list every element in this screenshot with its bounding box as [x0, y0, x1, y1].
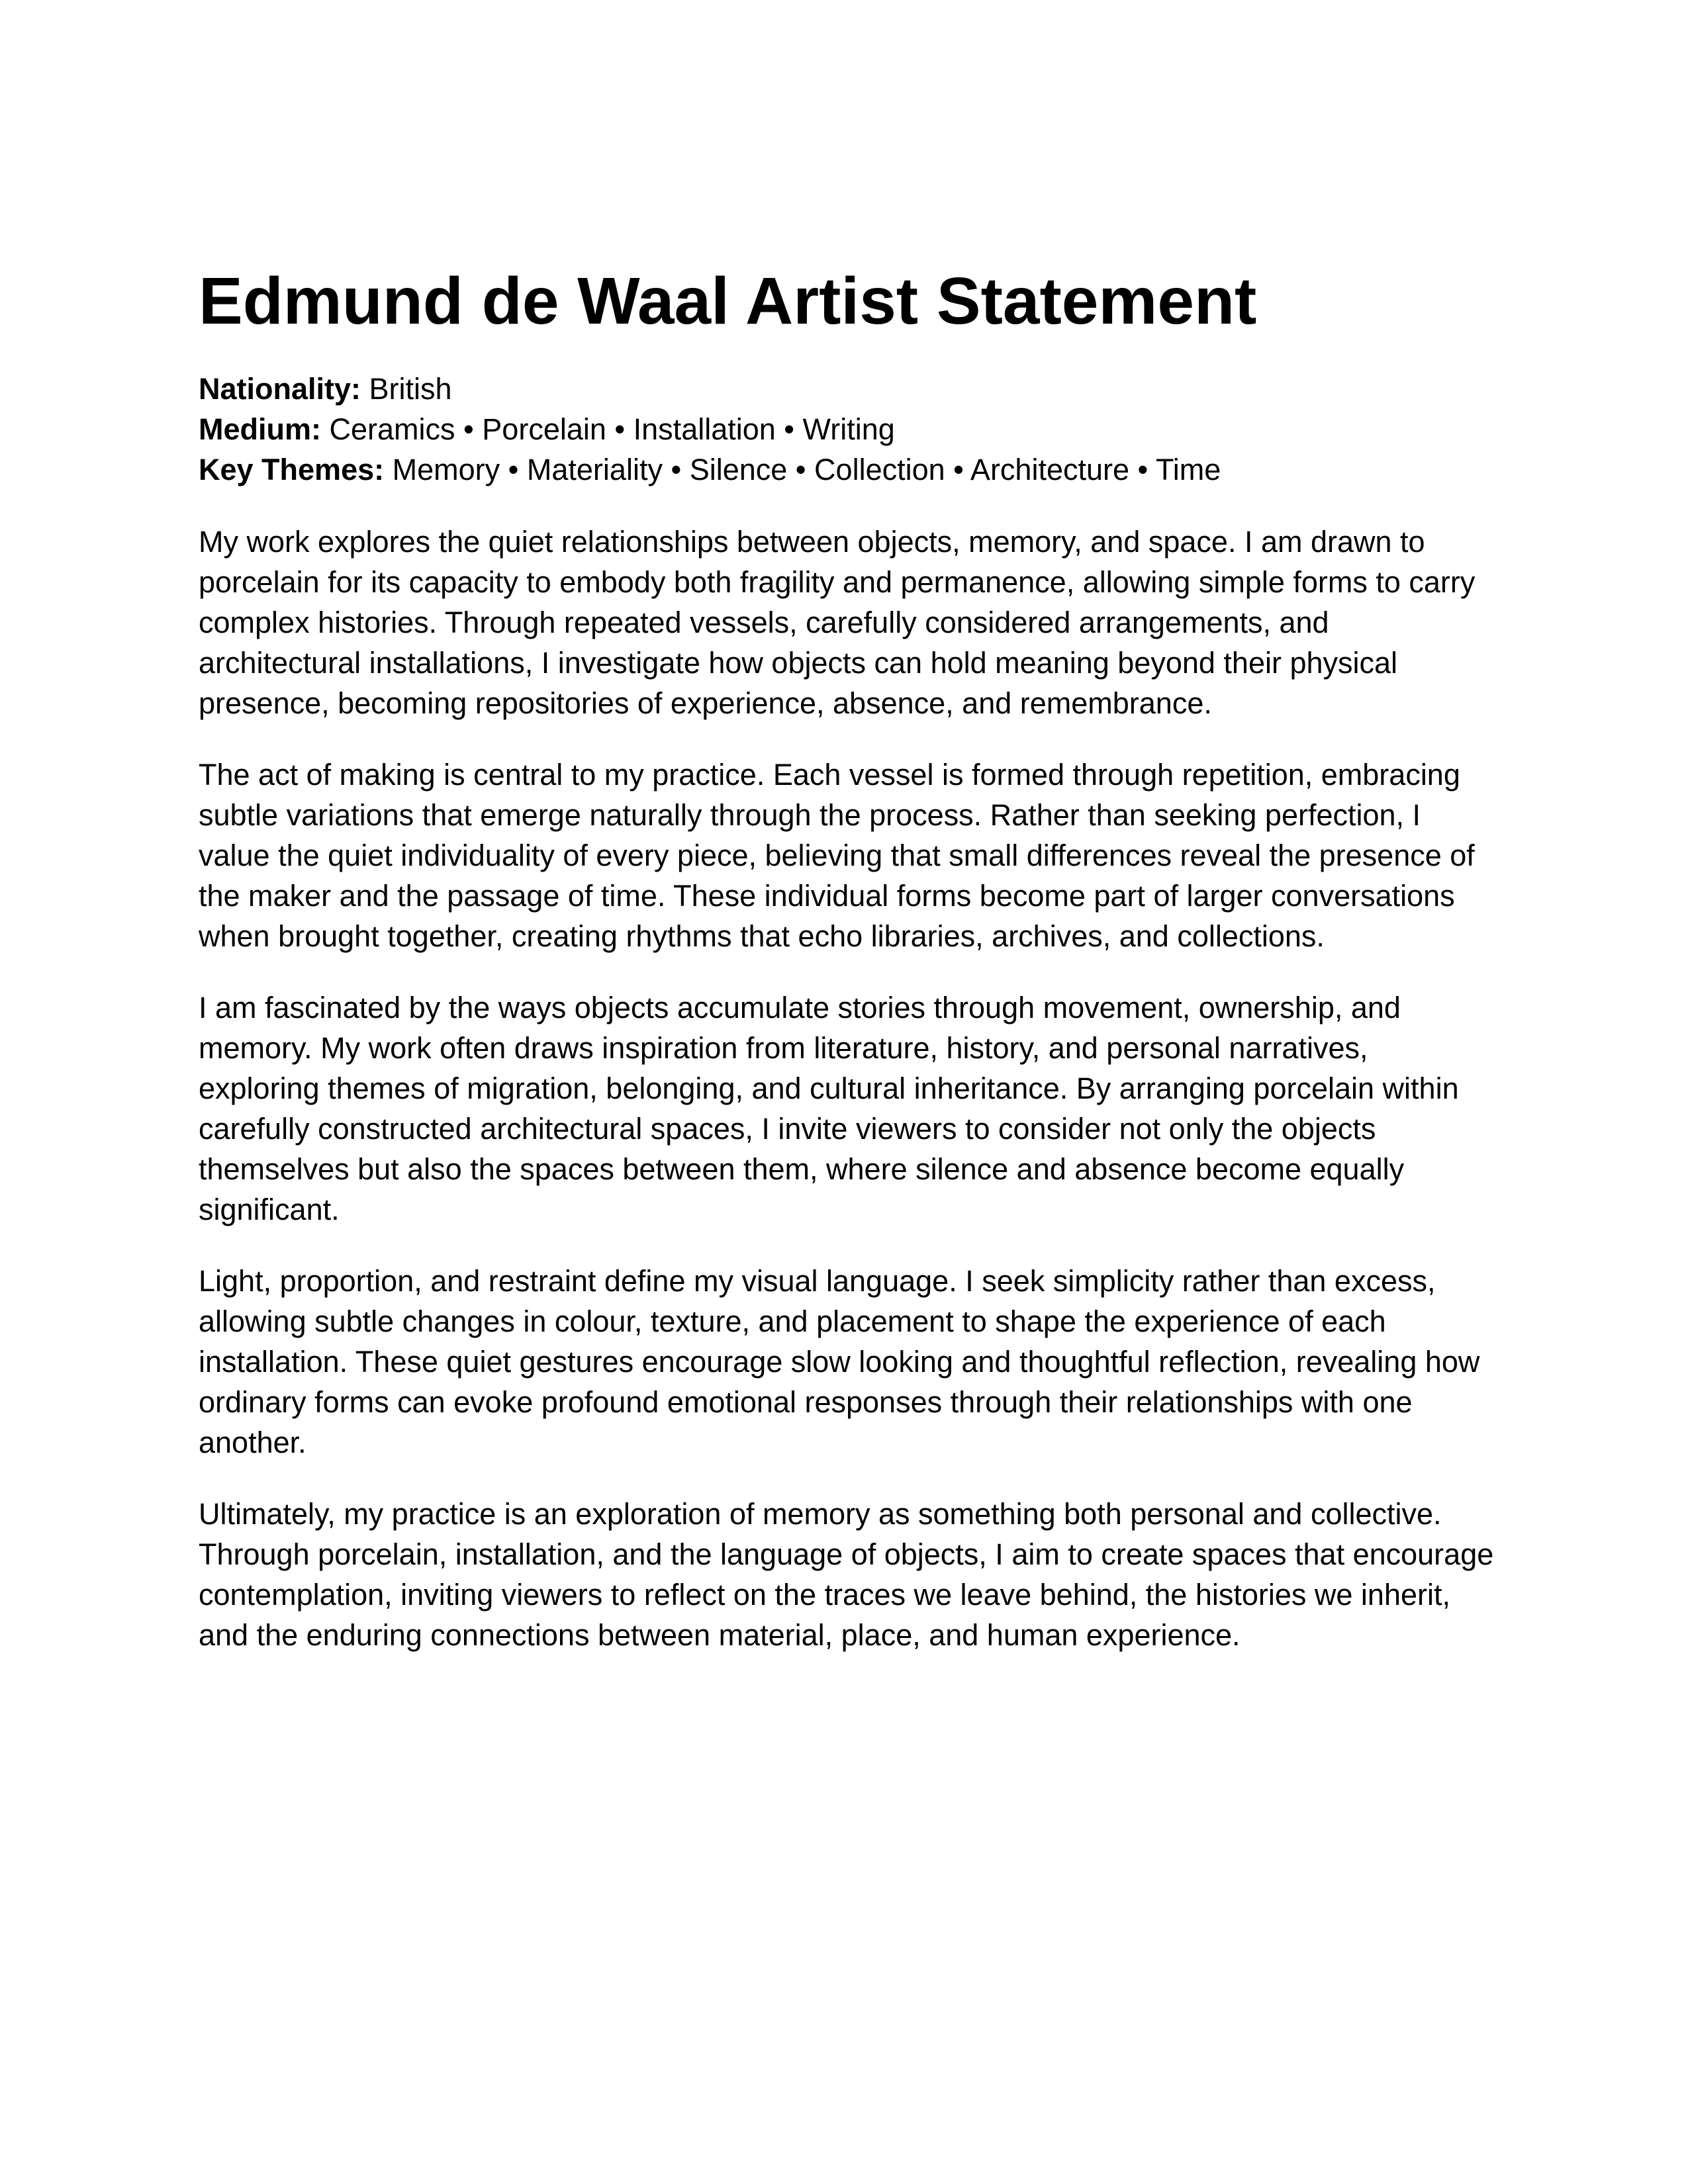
meta-key-themes	[199, 449, 1496, 490]
statement-paragraph-4: Light, proportion, and restraint define my visual language. I seek simplicity rather than excess, allowing subtle changes in colour, texture, and placement to shape the experience of each installation. These quiet gestures encourage slow looking and thoughtful reflection, revealing how ordinary forms can evoke profound emotional responses through their relationships with one another.	[199, 1264, 1480, 1459]
meta-label-medium: Medium:	[199, 412, 321, 446]
meta-label-key-themes: Key Themes:	[199, 453, 385, 486]
meta-value-medium: Ceramics • Porcelain • Installation • Writing	[329, 412, 895, 446]
statement-paragraph-5: Ultimately, my practice is an exploration of memory as something both personal and collective. Through porcelain, installation, and the language of objects, I aim to create spaces that encourage contemplation, inviting viewers to reflect on the traces we leave behind, the histories we inherit, and the enduring connections between material, place, and human experience.	[199, 1497, 1494, 1652]
statement-paragraph-2: The act of making is central to my practice. Each vessel is formed through repetition, embracing subtle variations that emerge naturally through the process. Rather than seeking perfection, I value the quiet individuality of every piece, believing that small differences reveal the presence of the maker and the passage of time. These individual forms become part of larger conversations when brought together, creating rhythms that echo libraries, archives, and collections.	[199, 758, 1475, 953]
document-page	[199, 261, 1496, 1655]
statement-paragraph-1: My work explores the quiet relationships between objects, memory, and space. I am drawn to porcelain for its capacity to embody both fragility and permanence, allowing simple forms to carry complex histories. Through repeated vessels, carefully considered arrangements, and architectural installations, I investigate how objects can hold meaning beyond their physical presence, becoming repositories of experience, absence, and remembrance.	[199, 525, 1476, 720]
artist-meta	[199, 369, 1496, 490]
meta-value-nationality: British	[369, 372, 452, 406]
meta-nationality	[199, 369, 1496, 409]
meta-label-nationality: Nationality:	[199, 372, 361, 406]
document-title: Edmund de Waal Artist Statement	[199, 264, 1257, 338]
statement-paragraph-3: I am fascinated by the ways objects accumulate stories through movement, ownership, and memory. My work often draws inspiration from literature, history, and personal narratives, exploring themes of migration, belonging, and cultural inheritance. By arranging porcelain within carefully constructed architectural spaces, I invite viewers to consider not only the objects themselves but also the spaces between them, where silence and absence become equally significant.	[199, 991, 1459, 1226]
meta-value-key-themes: Memory • Materiality • Silence • Collection • Architecture • Time	[392, 453, 1221, 486]
meta-medium	[199, 409, 1496, 449]
